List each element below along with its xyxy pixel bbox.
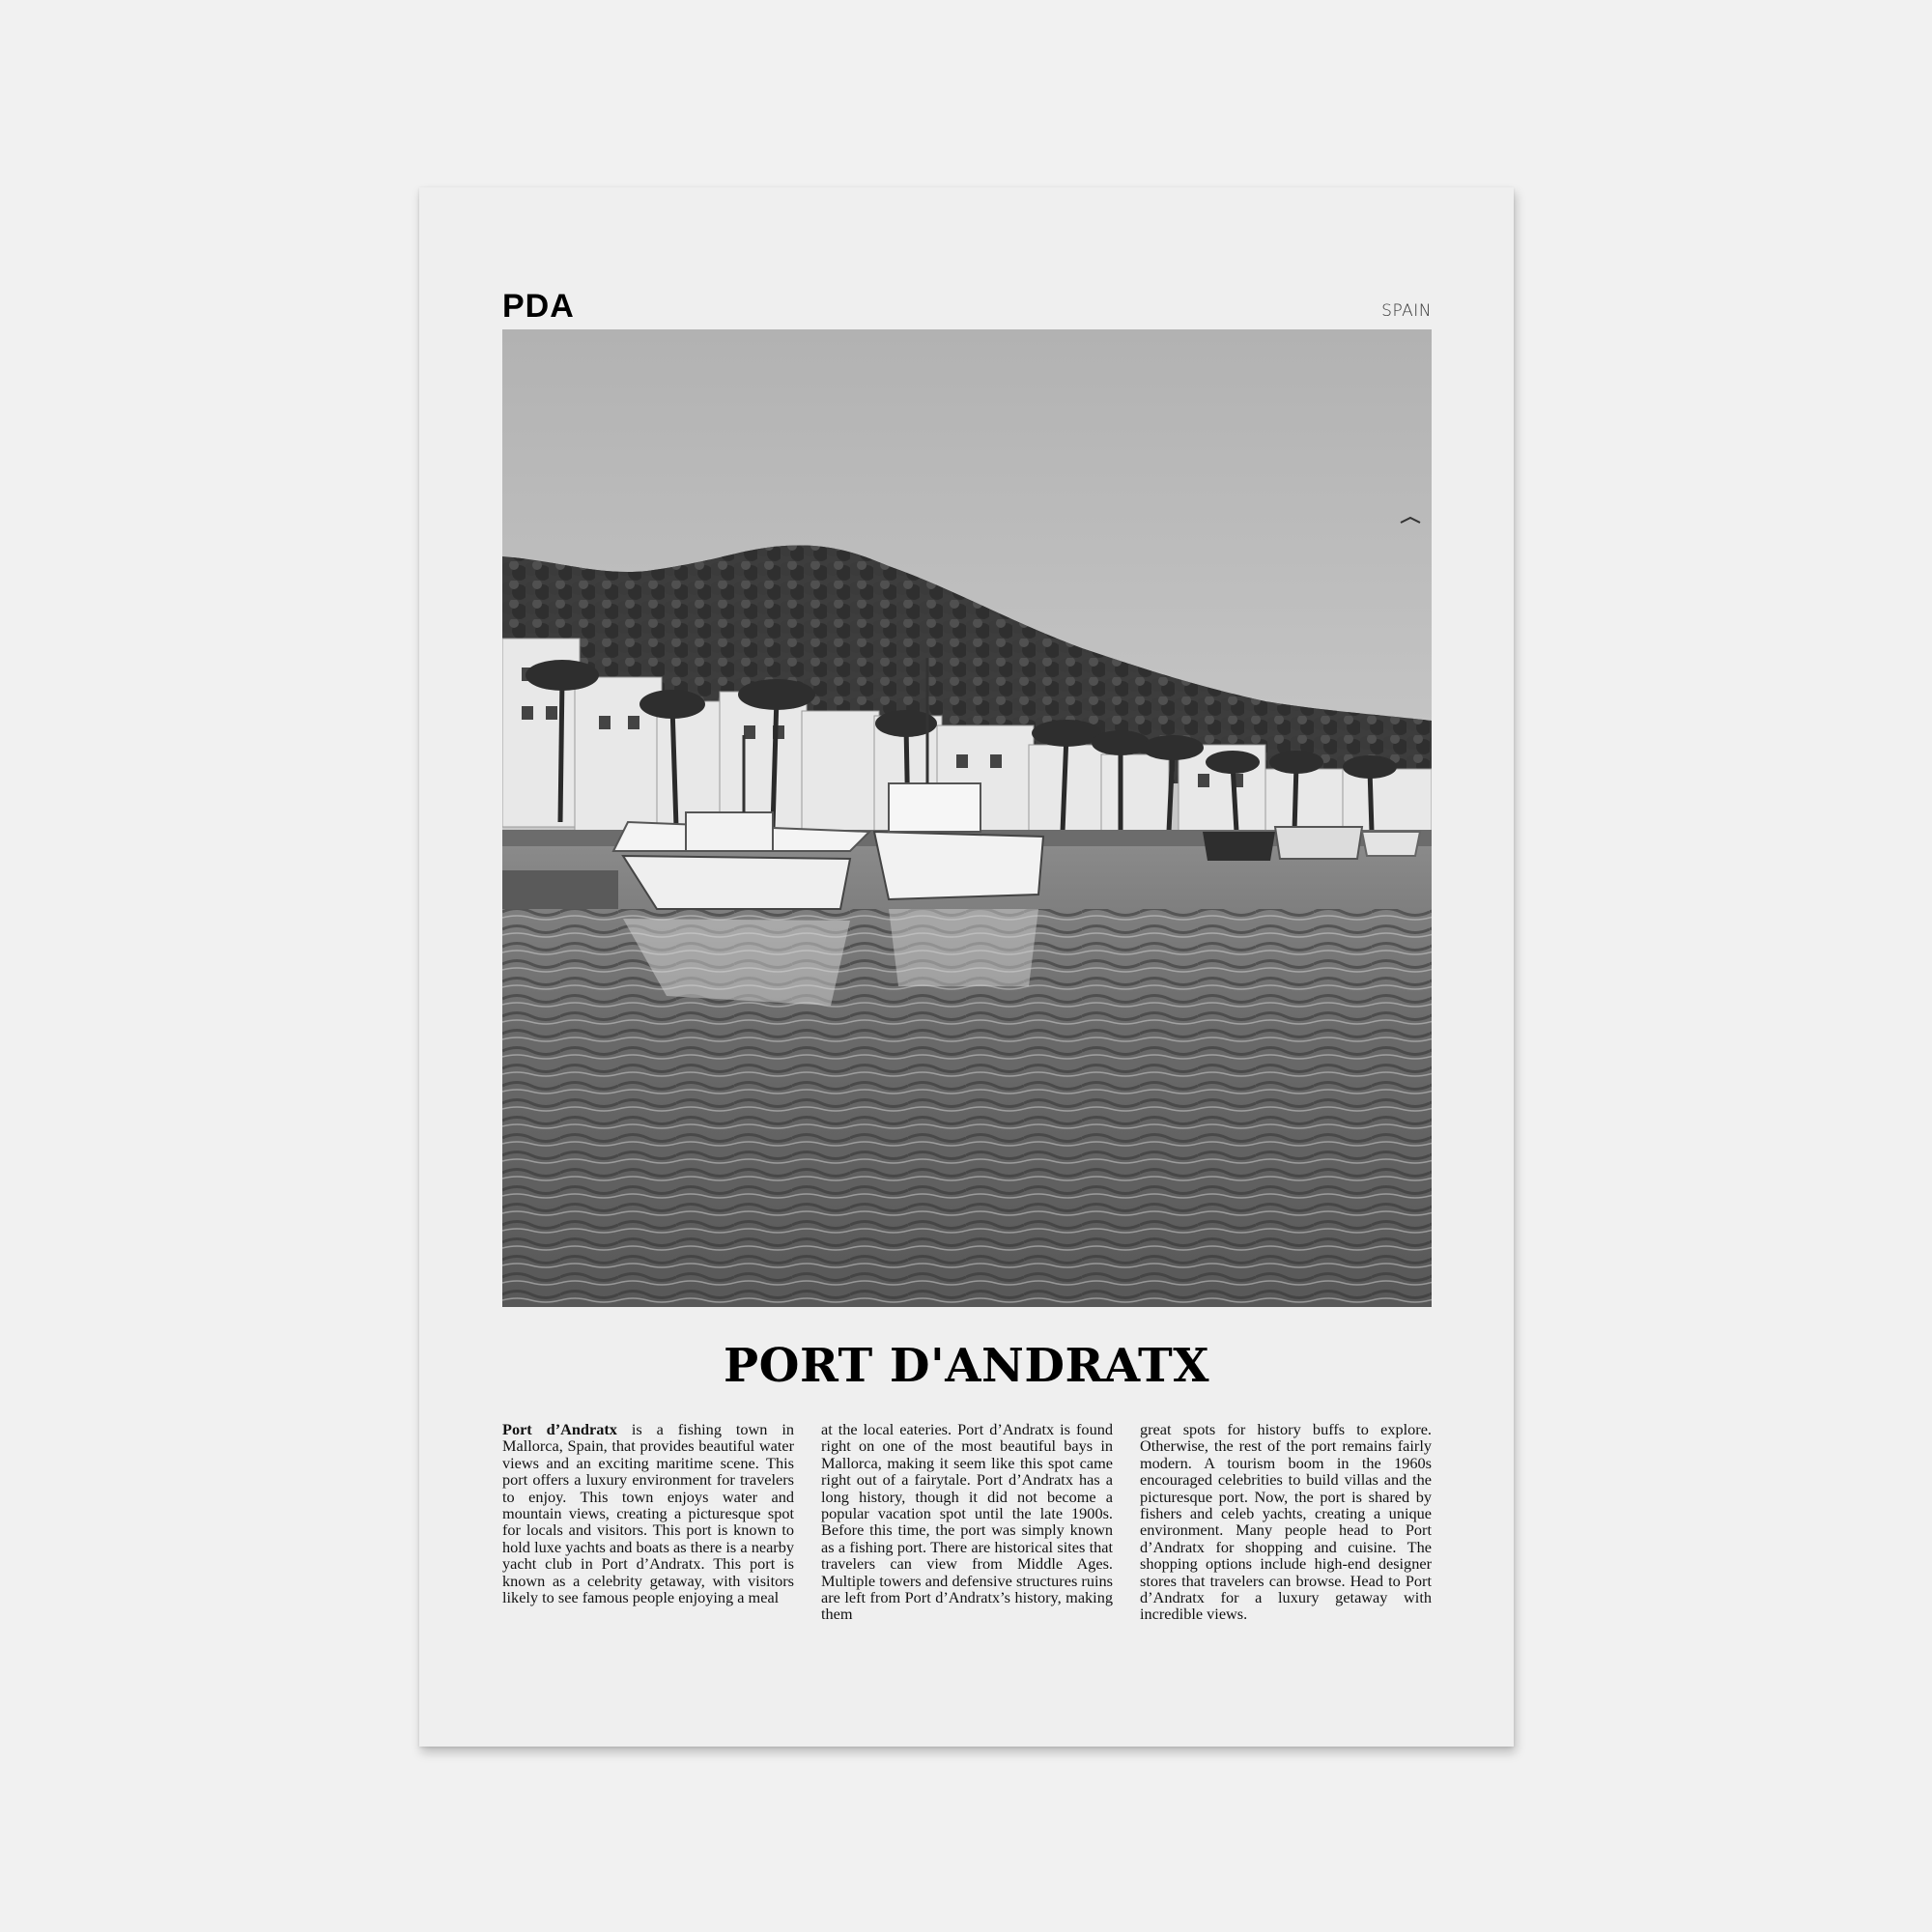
poster <box>419 187 1514 1747</box>
description-column-3: great spots for history buffs to explore. Otherwise, the rest of the port remains fairly modern. A tourism boom in the 1960s encouraged celebrities to build villas and the picturesque port. Now, the port is shared by fishers and celeb yachts, creating a unique environment. Many people head to Port d’Andratx for shopping and cuisine. The shopping options include high-end designer stores that travelers can browse. Head to Port d’Andratx for a luxury getaway with incredible views. <box>1140 1420 1432 1624</box>
description-lead: Port d’Andratx <box>502 1420 617 1438</box>
poster-country: SPAIN <box>1381 301 1432 321</box>
description-column-1 <box>502 1421 794 1623</box>
poster-title: PORT D'ANDRATX <box>724 1339 1209 1393</box>
poster-code: PDA <box>502 288 575 325</box>
description-column-2: at the local eateries. Port d’Andratx is found right on one of the most beautiful bays in Mallorca, making it seem like this spot came right out of a fairytale. Port d’Andratx has a long history, though it did not become a popular vacation spot until the late 1900s. Before this time, the port was simply known as a fishing port. There are historical sites that travelers can view from Middle Ages. Multiple towers and defensive structures ruins are left from Port d’Andratx’s history, making them <box>821 1420 1113 1624</box>
description-column-1-text: is a fishing town in Mallorca, Spain, that provides beautiful water views and an exciting maritime scene. This port offers a luxury environment for travelers to enjoy. This town enjoys water and mountain views, creating a picturesque spot for locals and visitors. This port is known to hold luxe yachts and boats as there is a nearby yacht club in Port d’Andratx. This port is known as a celebrity getaway, with visitors likely to see famous people enjoying a meal <box>502 1420 795 1607</box>
harbor-photo <box>502 329 1432 1307</box>
description-columns <box>502 1421 1432 1623</box>
